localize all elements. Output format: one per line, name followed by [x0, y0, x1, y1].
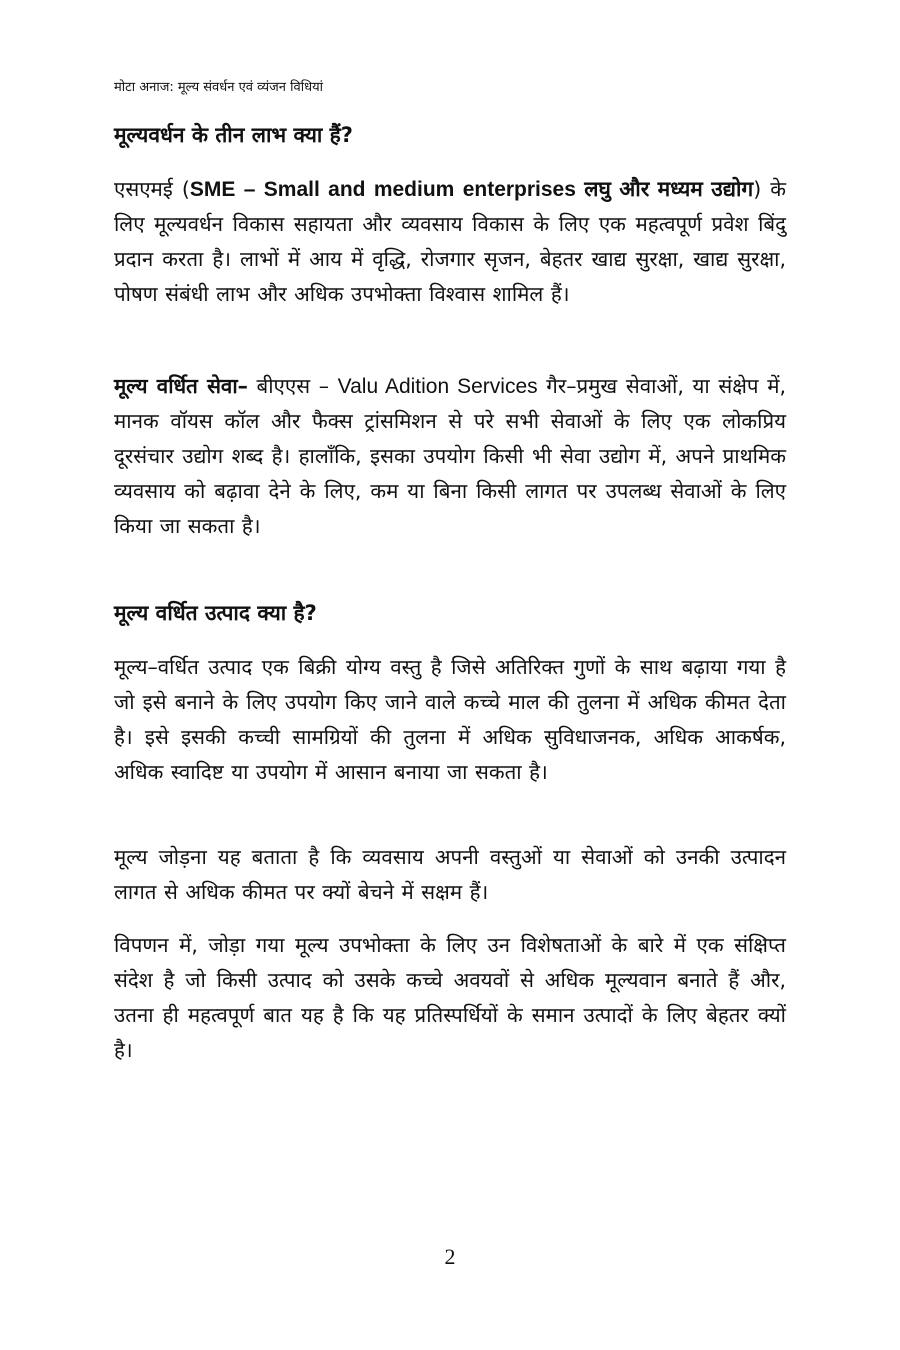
paragraph-vas [114, 369, 786, 544]
section-heading-value-added-product: मूल्य वर्धित उत्पाद क्या है? [114, 601, 317, 625]
running-header: मोटा अनाज: मूल्य संवर्धन एवं व्यंजन विधियां [114, 80, 324, 95]
paragraph-vas-bold-term: मूल्य वर्धित सेवा– [114, 374, 248, 398]
paragraph-sme [114, 172, 786, 312]
page-number: 2 [444, 1244, 456, 1269]
paragraph-sme-body: ) के लिए मूल्यवर्धन विकास सहायता और व्यवसाय विकास के लिए एक महत्वपूर्ण प्रवेश बिंदु प्रदान करता है। लाभों में आय में वृद्धि, रोजगार सृजन, बेहतर खाद्य सुरक्षा, खाद्य सुरक्षा, पोषण संबंधी लाभ और अधिक उपभोक्ता विश्वास शामिल हैं। [114, 177, 786, 306]
paragraph-value-added-product: मूल्य–वर्धित उत्पाद एक बिक्री योग्य वस्तु है जिसे अतिरिक्त गुणों के साथ बढ़ाया गया है जो इसे बनाने के लिए उपयोग किए जाने वाले कच्चे माल की तुलना में अधिक कीमत देता है। इसे इसकी कच्ची सामग्रियों की तुलना में अधिक सुविधाजनक, अधिक आकर्षक, अधिक स्वादिष्ट या उपयोग में आसान बनाया जा सकता है। [114, 655, 786, 784]
paragraph-adding-value: मूल्य जोड़ना यह बताता है कि व्यवसाय अपनी वस्तुओं या सेवाओं को उनकी उत्पादन लागत से अधिक कीमत पर क्यों बेचने में सक्षम हैं। [114, 845, 786, 904]
paragraph-marketing: विपणन में, जोड़ा गया मूल्य उपभोक्ता के लिए उन विशेषताओं के बारे में एक संक्षिप्त संदेश है जो किसी उत्पाद को उसके कच्चे अवयवों से अधिक मूल्यवान बनाते हैं और, उतना ही महत्वपूर्ण बात यह है कि यह प्रतिस्पर्धियों के समान उत्पादों के लिए बेहतर क्यों है। [114, 933, 786, 1062]
paragraph-sme-prefix: एसएमई ( [114, 177, 190, 201]
paragraph-vas-body: गैर–प्रमुख सेवाओं, या संक्षेप में, मानक वॉयस कॉल और फैक्स ट्रांसमिशन से परे सभी सेवाओं के लिए एक लोकप्रिय दूरसंचार उद्योग शब्द है। हालाँकि, इसका उपयोग किसी भी सेवा उद्योग में, अपने प्राथमिक व्यवसाय को बढ़ावा देने के लिए, कम या बिना किसी लागत पर उपलब्ध सेवाओं के लिए किया जा सकता है। [114, 374, 786, 538]
paragraph-vas-abbrev: बीएएस – [247, 374, 338, 398]
paragraph-vas-latin-term: Valu Adition Services [337, 375, 538, 398]
section-heading-benefits: मूल्यवर्धन के तीन लाभ क्या हैं? [114, 123, 353, 147]
paragraph-sme-bold-term: SME – Small and medium enterprises लघु और मध्यम उद्योग [189, 178, 754, 201]
